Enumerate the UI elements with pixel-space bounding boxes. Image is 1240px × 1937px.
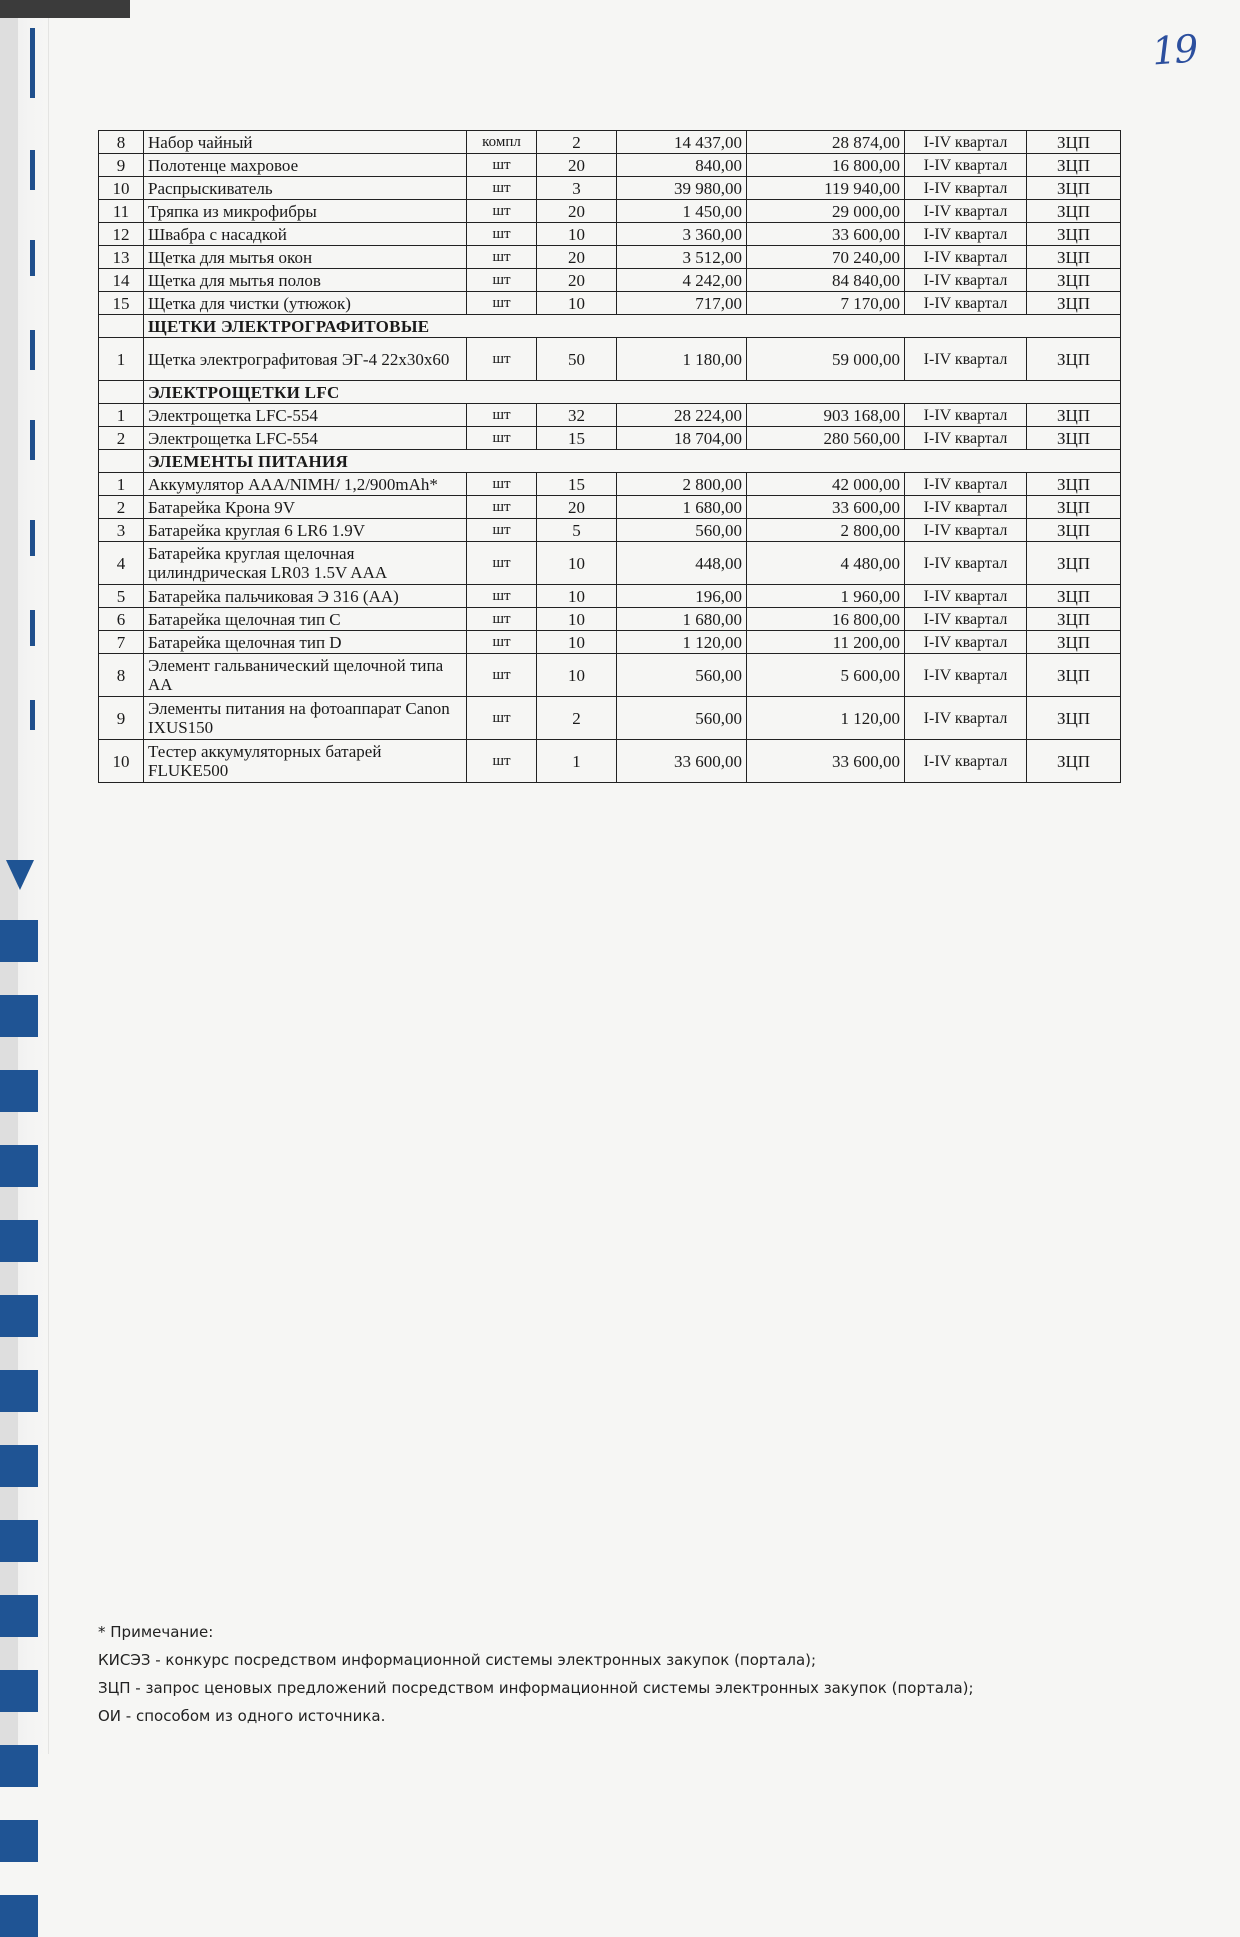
table-row: [99, 473, 1121, 496]
unit-cell: шт: [467, 697, 537, 740]
delivery-period-cell: I-IV квартал: [905, 338, 1027, 381]
quantity-cell: 15: [537, 427, 617, 450]
unit-cell: шт: [467, 154, 537, 177]
section-empty-cell: [99, 381, 144, 404]
section-empty-cell: [99, 315, 144, 338]
unit-price-cell: 1 680,00: [617, 496, 747, 519]
item-name-cell: Элемент гальванический щелочной типа АА: [144, 654, 467, 697]
total-sum-cell: 1 960,00: [747, 585, 905, 608]
delivery-period-cell: I-IV квартал: [905, 697, 1027, 740]
procurement-method-cell: ЗЦП: [1027, 585, 1121, 608]
delivery-period-cell: I-IV квартал: [905, 269, 1027, 292]
table-row: [99, 496, 1121, 519]
total-sum-cell: 2 800,00: [747, 519, 905, 542]
item-name-cell: Щетка для чистки (утюжок): [144, 292, 467, 315]
table-row: [99, 519, 1121, 542]
delivery-period-cell: I-IV квартал: [905, 585, 1027, 608]
delivery-period-cell: I-IV квартал: [905, 246, 1027, 269]
procurement-method-cell: ЗЦП: [1027, 200, 1121, 223]
delivery-period-cell: I-IV квартал: [905, 740, 1027, 783]
delivery-period-cell: I-IV квартал: [905, 404, 1027, 427]
procurement-method-cell: ЗЦП: [1027, 542, 1121, 585]
quantity-cell: 10: [537, 223, 617, 246]
row-number-cell: 2: [99, 427, 144, 450]
items-table-body: [99, 131, 1121, 783]
total-sum-cell: 42 000,00: [747, 473, 905, 496]
total-sum-cell: 119 940,00: [747, 177, 905, 200]
quantity-cell: 2: [537, 131, 617, 154]
table-row: [99, 427, 1121, 450]
delivery-period-cell: I-IV квартал: [905, 654, 1027, 697]
quantity-cell: 20: [537, 496, 617, 519]
unit-price-cell: 4 242,00: [617, 269, 747, 292]
item-name-cell: Электрощетка LFC-554: [144, 427, 467, 450]
quantity-cell: 20: [537, 246, 617, 269]
procurement-method-cell: ЗЦП: [1027, 631, 1121, 654]
binding-chevron-mark: [6, 860, 34, 890]
items-table: [98, 130, 1121, 783]
table-row: [99, 269, 1121, 292]
quantity-cell: 10: [537, 631, 617, 654]
unit-cell: шт: [467, 338, 537, 381]
unit-cell: компл: [467, 131, 537, 154]
procurement-method-cell: ЗЦП: [1027, 496, 1121, 519]
quantity-cell: 3: [537, 177, 617, 200]
unit-price-cell: 28 224,00: [617, 404, 747, 427]
procurement-method-cell: ЗЦП: [1027, 269, 1121, 292]
table-row: [99, 404, 1121, 427]
item-name-cell: Батарейка круглая щелочная цилиндрическая LR03 1.5V AAA: [144, 542, 467, 585]
quantity-cell: 2: [537, 697, 617, 740]
item-name-cell: Батарейка щелочная тип D: [144, 631, 467, 654]
footnote-title: * Примечание:: [98, 1623, 214, 1641]
unit-cell: шт: [467, 608, 537, 631]
table-row: [99, 697, 1121, 740]
unit-price-cell: 14 437,00: [617, 131, 747, 154]
unit-price-cell: 1 680,00: [617, 608, 747, 631]
unit-price-cell: 18 704,00: [617, 427, 747, 450]
quantity-cell: 5: [537, 519, 617, 542]
item-name-cell: Набор чайный: [144, 131, 467, 154]
unit-cell: шт: [467, 223, 537, 246]
procurement-method-cell: ЗЦП: [1027, 177, 1121, 200]
unit-cell: шт: [467, 404, 537, 427]
table-row: [99, 131, 1121, 154]
delivery-period-cell: I-IV квартал: [905, 631, 1027, 654]
quantity-cell: 32: [537, 404, 617, 427]
procurement-method-cell: ЗЦП: [1027, 338, 1121, 381]
section-header-row: [99, 315, 1121, 338]
total-sum-cell: 84 840,00: [747, 269, 905, 292]
item-name-cell: Швабра с насадкой: [144, 223, 467, 246]
footnote-line-oi: ОИ - способом из одного источника.: [98, 1707, 386, 1725]
binding-hole-mark: [0, 1670, 38, 1712]
total-sum-cell: 16 800,00: [747, 608, 905, 631]
item-name-cell: Тестер аккумуляторных батарей FLUKE500: [144, 740, 467, 783]
table-row: [99, 246, 1121, 269]
quantity-cell: 20: [537, 200, 617, 223]
binding-hole-mark: [0, 1820, 38, 1862]
total-sum-cell: 7 170,00: [747, 292, 905, 315]
total-sum-cell: 59 000,00: [747, 338, 905, 381]
delivery-period-cell: I-IV квартал: [905, 473, 1027, 496]
procurement-method-cell: ЗЦП: [1027, 473, 1121, 496]
unit-cell: шт: [467, 292, 537, 315]
quantity-cell: 20: [537, 269, 617, 292]
binding-hole-mark: [0, 1520, 38, 1562]
row-number-cell: 15: [99, 292, 144, 315]
table-row: [99, 200, 1121, 223]
binding-hole-mark: [0, 1145, 38, 1187]
unit-price-cell: 3 512,00: [617, 246, 747, 269]
binding-mark: [30, 330, 35, 370]
table-row: [99, 542, 1121, 585]
table-row: [99, 631, 1121, 654]
unit-price-cell: 1 180,00: [617, 338, 747, 381]
item-name-cell: Электрощетка LFC-554: [144, 404, 467, 427]
table-row: [99, 740, 1121, 783]
row-number-cell: 1: [99, 404, 144, 427]
quantity-cell: 10: [537, 654, 617, 697]
total-sum-cell: 11 200,00: [747, 631, 905, 654]
unit-cell: шт: [467, 631, 537, 654]
procurement-method-cell: ЗЦП: [1027, 519, 1121, 542]
unit-price-cell: 1 120,00: [617, 631, 747, 654]
unit-price-cell: 560,00: [617, 654, 747, 697]
quantity-cell: 20: [537, 154, 617, 177]
row-number-cell: 9: [99, 697, 144, 740]
quantity-cell: 10: [537, 292, 617, 315]
unit-price-cell: 1 450,00: [617, 200, 747, 223]
footnote-line-kisez: КИСЭЗ - конкурс посредством информационной системы электронных закупок (портала);: [98, 1651, 817, 1669]
unit-cell: шт: [467, 496, 537, 519]
section-title: ЩЕТКИ ЭЛЕКТРОГРАФИТОВЫЕ: [144, 315, 1121, 338]
binding-hole-mark: [0, 1445, 38, 1487]
item-name-cell: Щетка для мытья полов: [144, 269, 467, 292]
table-row: [99, 177, 1121, 200]
quantity-cell: 10: [537, 585, 617, 608]
binding-mark: [30, 150, 35, 190]
quantity-cell: 10: [537, 608, 617, 631]
binding-mark: [30, 700, 35, 730]
row-number-cell: 11: [99, 200, 144, 223]
binding-hole-mark: [0, 1295, 38, 1337]
binding-hole-mark: [0, 1745, 38, 1787]
row-number-cell: 12: [99, 223, 144, 246]
delivery-period-cell: I-IV квартал: [905, 608, 1027, 631]
unit-cell: шт: [467, 177, 537, 200]
unit-cell: шт: [467, 427, 537, 450]
binding-hole-mark: [0, 1895, 38, 1937]
unit-cell: шт: [467, 740, 537, 783]
unit-price-cell: 717,00: [617, 292, 747, 315]
unit-cell: шт: [467, 269, 537, 292]
section-header-row: [99, 381, 1121, 404]
delivery-period-cell: I-IV квартал: [905, 292, 1027, 315]
delivery-period-cell: I-IV квартал: [905, 496, 1027, 519]
table-row: [99, 154, 1121, 177]
row-number-cell: 8: [99, 654, 144, 697]
procurement-method-cell: ЗЦП: [1027, 292, 1121, 315]
row-number-cell: 1: [99, 338, 144, 381]
unit-cell: шт: [467, 519, 537, 542]
row-number-cell: 1: [99, 473, 144, 496]
delivery-period-cell: I-IV квартал: [905, 223, 1027, 246]
quantity-cell: 15: [537, 473, 617, 496]
procurement-method-cell: ЗЦП: [1027, 223, 1121, 246]
unit-cell: шт: [467, 246, 537, 269]
unit-price-cell: 2 800,00: [617, 473, 747, 496]
total-sum-cell: 33 600,00: [747, 740, 905, 783]
section-title: ЭЛЕКТРОЩЕТКИ LFC: [144, 381, 1121, 404]
total-sum-cell: 16 800,00: [747, 154, 905, 177]
total-sum-cell: 280 560,00: [747, 427, 905, 450]
item-name-cell: Батарейка круглая 6 LR6 1.9V: [144, 519, 467, 542]
unit-price-cell: 448,00: [617, 542, 747, 585]
unit-cell: шт: [467, 200, 537, 223]
quantity-cell: 50: [537, 338, 617, 381]
quantity-cell: 1: [537, 740, 617, 783]
footnote: [98, 1618, 974, 1730]
binding-mark: [30, 28, 35, 98]
total-sum-cell: 5 600,00: [747, 654, 905, 697]
delivery-period-cell: I-IV квартал: [905, 427, 1027, 450]
binding-hole-mark: [0, 995, 38, 1037]
item-name-cell: Элементы питания на фотоаппарат Canon IXUS150: [144, 697, 467, 740]
item-name-cell: Щетка для мытья окон: [144, 246, 467, 269]
page-number: 19: [1150, 26, 1198, 74]
procurement-method-cell: ЗЦП: [1027, 154, 1121, 177]
row-number-cell: 10: [99, 177, 144, 200]
total-sum-cell: 4 480,00: [747, 542, 905, 585]
procurement-method-cell: ЗЦП: [1027, 740, 1121, 783]
unit-price-cell: 840,00: [617, 154, 747, 177]
procurement-method-cell: ЗЦП: [1027, 246, 1121, 269]
delivery-period-cell: I-IV квартал: [905, 131, 1027, 154]
row-number-cell: 2: [99, 496, 144, 519]
unit-cell: шт: [467, 542, 537, 585]
row-number-cell: 10: [99, 740, 144, 783]
unit-price-cell: 39 980,00: [617, 177, 747, 200]
item-name-cell: Щетка электрографитовая ЭГ-4 22x30x60: [144, 338, 467, 381]
row-number-cell: 9: [99, 154, 144, 177]
table-row: [99, 585, 1121, 608]
row-number-cell: 3: [99, 519, 144, 542]
procurement-method-cell: ЗЦП: [1027, 654, 1121, 697]
unit-cell: шт: [467, 654, 537, 697]
binding-hole-mark: [0, 1595, 38, 1637]
item-name-cell: Тряпка из микрофибры: [144, 200, 467, 223]
procurement-method-cell: ЗЦП: [1027, 131, 1121, 154]
procurement-method-cell: ЗЦП: [1027, 427, 1121, 450]
total-sum-cell: 33 600,00: [747, 496, 905, 519]
item-name-cell: Батарейка пальчиковая Э 316 (АА): [144, 585, 467, 608]
table-row: [99, 292, 1121, 315]
row-number-cell: 6: [99, 608, 144, 631]
unit-cell: шт: [467, 585, 537, 608]
quantity-cell: 10: [537, 542, 617, 585]
section-title: ЭЛЕМЕНТЫ ПИТАНИЯ: [144, 450, 1121, 473]
footnote-line-zcp: ЗЦП - запрос ценовых предложений посредством информационной системы электронных закупок (портала);: [98, 1679, 974, 1697]
binding-mark: [30, 520, 35, 556]
procurement-method-cell: ЗЦП: [1027, 697, 1121, 740]
binding-mark: [30, 610, 35, 646]
total-sum-cell: 28 874,00: [747, 131, 905, 154]
row-number-cell: 14: [99, 269, 144, 292]
delivery-period-cell: I-IV квартал: [905, 154, 1027, 177]
binding-hole-mark: [0, 1070, 38, 1112]
item-name-cell: Полотенце махровое: [144, 154, 467, 177]
delivery-period-cell: I-IV квартал: [905, 542, 1027, 585]
item-name-cell: Батарейка Крона 9V: [144, 496, 467, 519]
row-number-cell: 13: [99, 246, 144, 269]
unit-price-cell: 3 360,00: [617, 223, 747, 246]
unit-cell: шт: [467, 473, 537, 496]
delivery-period-cell: I-IV квартал: [905, 177, 1027, 200]
delivery-period-cell: I-IV квартал: [905, 200, 1027, 223]
binding-top-edge: [0, 0, 130, 18]
item-name-cell: Батарейка щелочная тип С: [144, 608, 467, 631]
item-name-cell: Аккумулятор AAA/NIMH/ 1,2/900mAh*: [144, 473, 467, 496]
item-name-cell: Распрыскиватель: [144, 177, 467, 200]
binding-hole-mark: [0, 1220, 38, 1262]
table-row: [99, 338, 1121, 381]
row-number-cell: 7: [99, 631, 144, 654]
row-number-cell: 5: [99, 585, 144, 608]
unit-price-cell: 196,00: [617, 585, 747, 608]
table-row: [99, 608, 1121, 631]
procurement-method-cell: ЗЦП: [1027, 608, 1121, 631]
section-header-row: [99, 450, 1121, 473]
total-sum-cell: 1 120,00: [747, 697, 905, 740]
procurement-method-cell: ЗЦП: [1027, 404, 1121, 427]
unit-price-cell: 33 600,00: [617, 740, 747, 783]
total-sum-cell: 903 168,00: [747, 404, 905, 427]
table-row: [99, 654, 1121, 697]
unit-price-cell: 560,00: [617, 519, 747, 542]
row-number-cell: 4: [99, 542, 144, 585]
section-empty-cell: [99, 450, 144, 473]
delivery-period-cell: I-IV квартал: [905, 519, 1027, 542]
unit-price-cell: 560,00: [617, 697, 747, 740]
binding-mark: [30, 420, 35, 460]
binding-mark: [30, 240, 35, 276]
total-sum-cell: 29 000,00: [747, 200, 905, 223]
total-sum-cell: 70 240,00: [747, 246, 905, 269]
binding-hole-mark: [0, 1370, 38, 1412]
total-sum-cell: 33 600,00: [747, 223, 905, 246]
binding-hole-mark: [0, 920, 38, 962]
table-row: [99, 223, 1121, 246]
row-number-cell: 8: [99, 131, 144, 154]
